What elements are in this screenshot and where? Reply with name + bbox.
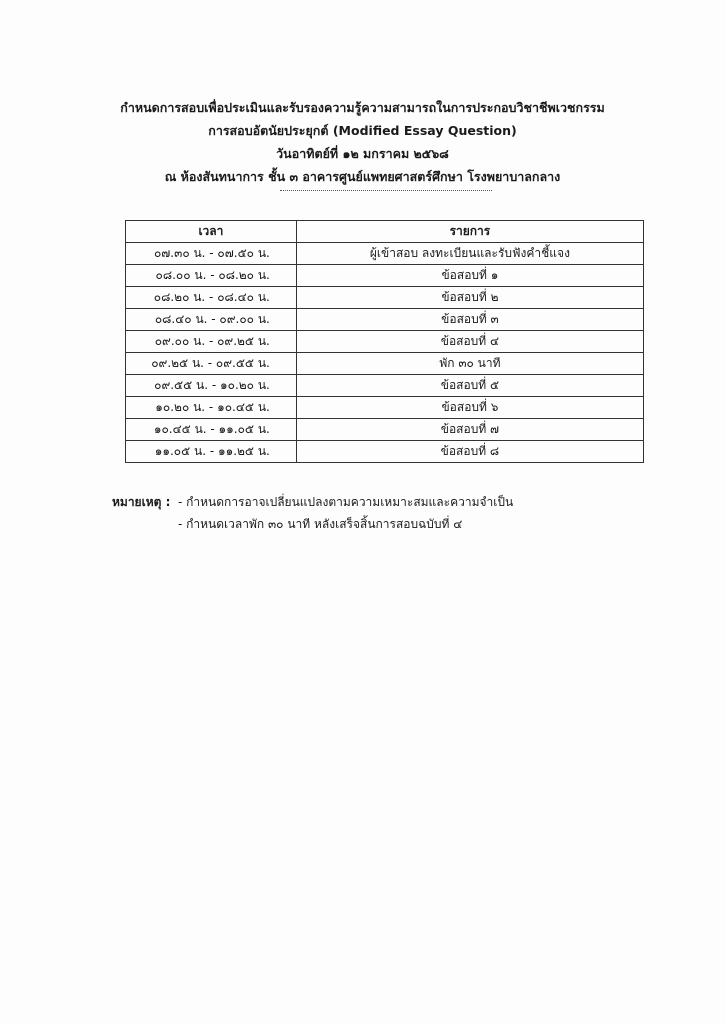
remark-item: - กำหนดการอาจเปลี่ยนแปลงตามความเหมาะสมและความจำเป็น	[178, 495, 514, 509]
time-cell: ๑๐.๒๐ น. - ๑๐.๔๕ น.	[126, 397, 297, 419]
table-row	[126, 397, 644, 419]
time-cell: ๐๙.๕๕ น. - ๑๐.๒๐ น.	[126, 375, 297, 397]
column-header-time: เวลา	[126, 221, 297, 243]
table-row	[126, 265, 644, 287]
time-cell: ๑๑.๐๕ น. - ๑๑.๒๕ น.	[126, 441, 297, 463]
title-line: กำหนดการสอบเพื่อประเมินและรับรองความรู้ความสามารถในการประกอบวิชาชีพเวชกรรม	[120, 100, 605, 115]
venue-line: ณ ห้องสันทนาการ ชั้น ๓ อาคารศูนย์แพทยศาสตร์ศึกษา โรงพยาบาลกลาง	[164, 169, 561, 184]
time-cell: ๐๘.๐๐ น. - ๐๘.๒๐ น.	[126, 265, 297, 287]
item-cell: ข้อสอบที่ ๓	[296, 309, 643, 331]
remarks-label: หมายเหตุ :	[112, 495, 171, 509]
remarks-section	[112, 491, 513, 535]
schedule-table	[125, 220, 644, 463]
document-header	[0, 96, 725, 188]
item-cell: ข้อสอบที่ ๗	[296, 419, 643, 441]
table-row	[126, 353, 644, 375]
remark-row	[112, 491, 513, 513]
table-row	[126, 441, 644, 463]
table-header-row	[126, 221, 644, 243]
table-row	[126, 331, 644, 353]
time-cell: ๐๙.๒๕ น. - ๐๙.๕๕ น.	[126, 353, 297, 375]
column-header-item: รายการ	[296, 221, 643, 243]
time-cell: ๐๘.๔๐ น. - ๐๙.๐๐ น.	[126, 309, 297, 331]
item-cell: ข้อสอบที่ ๑	[296, 265, 643, 287]
item-cell: ข้อสอบที่ ๕	[296, 375, 643, 397]
exam-type-line: การสอบอัตนัยประยุกต์ (Modified Essay Question)	[208, 123, 517, 138]
time-cell: ๐๙.๐๐ น. - ๐๙.๒๕ น.	[126, 331, 297, 353]
table-row	[126, 243, 644, 265]
item-cell: ข้อสอบที่ ๒	[296, 287, 643, 309]
item-cell: ผู้เข้าสอบ ลงทะเบียนและรับฟังคำชี้แจง	[296, 243, 643, 265]
table-row	[126, 419, 644, 441]
remark-item: - กำหนดเวลาพัก ๓๐ นาที หลังเสร็จสิ้นการสอบฉบับที่ ๔	[178, 517, 463, 531]
item-cell: พัก ๓๐ นาที	[296, 353, 643, 375]
table-row	[126, 287, 644, 309]
table-row	[126, 309, 644, 331]
exam-date-line: วันอาทิตย์ที่ ๑๒ มกราคม ๒๕๖๘	[276, 146, 449, 161]
dotted-divider	[280, 190, 492, 191]
item-cell: ข้อสอบที่ ๘	[296, 441, 643, 463]
remark-row	[112, 513, 513, 535]
time-cell: ๐๗.๓๐ น. - ๐๗.๕๐ น.	[126, 243, 297, 265]
item-cell: ข้อสอบที่ ๔	[296, 331, 643, 353]
time-cell: ๐๘.๒๐ น. - ๐๘.๔๐ น.	[126, 287, 297, 309]
item-cell: ข้อสอบที่ ๖	[296, 397, 643, 419]
time-cell: ๑๐.๔๕ น. - ๑๑.๐๕ น.	[126, 419, 297, 441]
table-row	[126, 375, 644, 397]
